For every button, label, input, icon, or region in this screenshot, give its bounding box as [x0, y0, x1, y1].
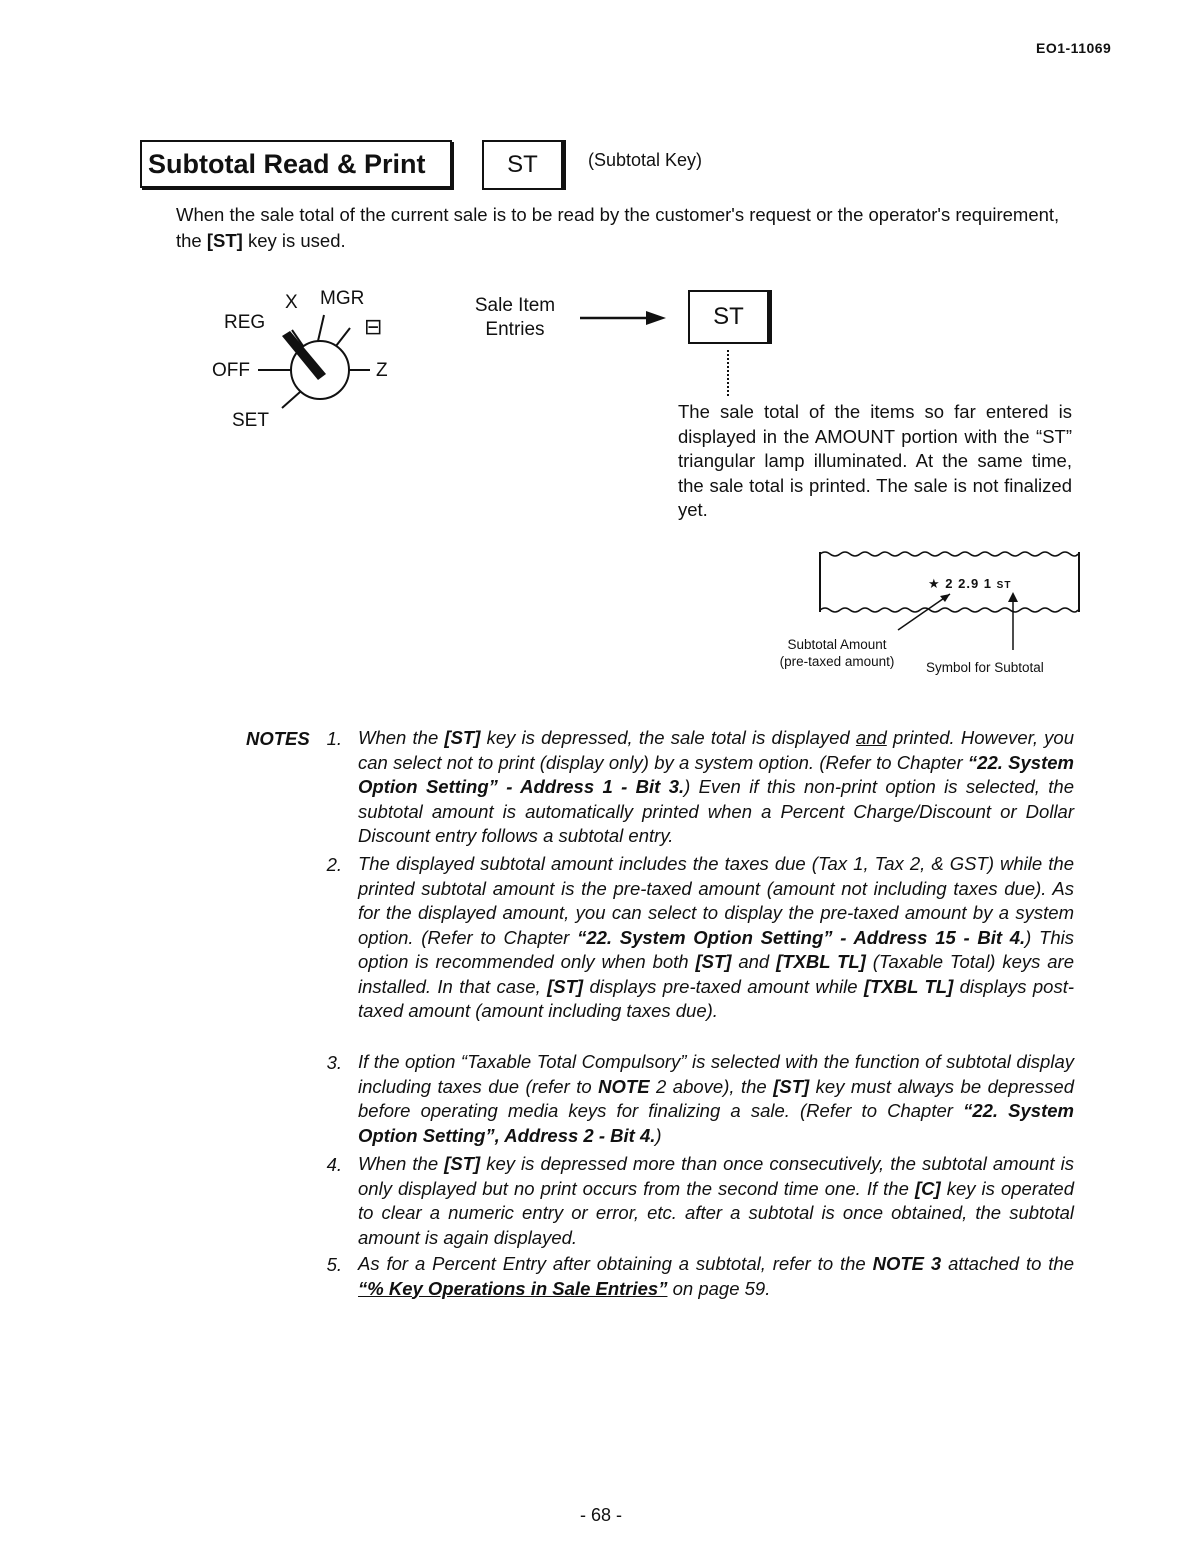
dial-position-minus: ⊟ — [364, 314, 383, 339]
note-4: When the [ST] key is depressed more than once consecutively, the subtotal amount is only displayed but no print occurs from the second time one. If the [C] key is operated to clear a numeric entry or error, etc. after a subtotal is once obtained, the subtotal amount is again displayed. — [358, 1153, 1074, 1248]
note-5: As for a Percent Entry after obtaining a subtotal, refer to the NOTE 3 attached to the “% Key Operations in Sale Entries” on page 59. — [358, 1253, 1074, 1299]
key-caption: (Subtotal Key) — [588, 150, 703, 170]
subtotal-symbol-label: Symbol for Subtotal — [926, 660, 1044, 675]
st-key-icon: ST — [482, 140, 566, 190]
note-3: If the option “Taxable Total Compulsory” is selected with the function of subtotal display including taxes due (refer to NOTE 2 above), the [ST] key must always be depressed before operating media keys for finalizing a sale. (Refer to Chapter “22. System Option Setting”, Address 2 - Bit 4.) — [358, 1051, 1074, 1146]
key-operations-reference: “% Key Operations in Sale Entries” — [358, 1277, 668, 1299]
sale-item-entries-label: Sale Item Entries — [474, 295, 556, 340]
dial-position-off: OFF — [212, 360, 250, 381]
document-id: EO1-11069 — [1036, 40, 1112, 56]
notes-label: NOTES — [246, 728, 310, 749]
st-key-diagram-icon: ST — [688, 290, 772, 344]
section-title: Subtotal Read & Print — [148, 149, 426, 179]
dial-position-z: Z — [376, 360, 388, 381]
page-number: - 68 - — [579, 1505, 622, 1525]
arrow-right-icon — [580, 308, 670, 333]
receipt-illustration — [740, 540, 1100, 690]
printed-subtotal-line: ★ 2 2.9 1 ST — [928, 576, 1012, 591]
note-number: 4. — [326, 1154, 342, 1175]
dial-position-reg: REG — [224, 312, 266, 333]
subtotal-amount-label: Subtotal Amount (pre-taxed amount) — [779, 637, 895, 669]
result-description: The sale total of the items so far entered is displayed in the AMOUNT portion with the “ST” triangular lamp illuminated. At the same time, the sale total is printed. The sale is not finalized yet. — [678, 401, 1072, 520]
note-number: 5. — [326, 1254, 342, 1275]
note-2: The displayed subtotal amount includes the taxes due (Tax 1, Tax 2, & GST) while the printed subtotal amount is the pre-taxed amount (amount not including taxes due). As for the displayed amount, you can select to display the pre-taxed amount by a system option. (Refer to Chapter “22. System Option Setting” - Address 15 - Bit 4.) This option is recommended only when both [ST] and [TXBL TL] (Taxable Total) keys are installed. In that case, [ST] displays pre-taxed amount while [TXBL TL] displays post-taxed amount (amount including taxes due). — [358, 853, 1075, 1021]
st-symbol: ST — [996, 580, 1012, 591]
note-number: 3. — [326, 1052, 342, 1073]
dial-position-mgr: MGR — [320, 288, 365, 309]
note-number: 1. — [326, 728, 342, 749]
intro-paragraph: When the sale total of the current sale is to be read by the customer's request or the operator's requirement, the [ST] key is used. — [176, 204, 1060, 251]
note-1: When the [ST] key is depressed, the sale total is displayed and printed. However, you can select not to print (display only) by a system option. (Refer to Chapter “22. System Option Setting” - Address 1 - Bit 3.) Even if this non-print option is selected, the subtotal amount is automatically printed when a Percent Charge/Discount or Dollar Discount entry follows a subtotal entry. — [358, 727, 1075, 846]
dotted-connector — [727, 350, 729, 396]
note-number: 2. — [326, 854, 342, 875]
dial-position-x: X — [285, 292, 298, 313]
dial-position-set: SET — [232, 410, 269, 431]
